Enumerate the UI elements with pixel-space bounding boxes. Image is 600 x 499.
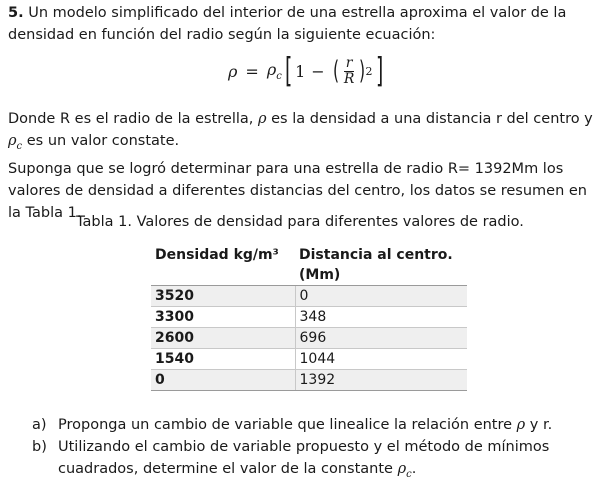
- density-equation: [228, 48, 386, 94]
- table-caption: Tabla 1. Valores de densidad para diferentes valores de radio.: [76, 214, 524, 230]
- rho-c-symbol: $\rho_c$: [8, 133, 23, 152]
- distance-cell: 1392: [295, 370, 467, 391]
- density-table: [151, 245, 467, 391]
- subquestion-marker: a): [32, 417, 47, 433]
- equation-left-bracket: [: [284, 51, 293, 91]
- question-number: 5.: [8, 5, 24, 21]
- subquestion-marker: b): [32, 439, 47, 455]
- definition-paragraph: Donde R es el radio de la estrella, ρ es la densidad a una distancia r del centro y $\rho_c$ es un valor constate.: [8, 111, 593, 152]
- subquestion-a: a) Proponga un cambio de variable que linealice la relación entre ρ y r.: [32, 414, 592, 436]
- question-intro: [8, 2, 594, 46]
- density-cell: 3300: [151, 307, 295, 328]
- setup-paragraph: Suponga que se logró determinar para una estrella de radio R= 1392Mm los valores de densidad a diferentes distancias del centro, los datos se resumen en la Tabla 1.: [8, 161, 587, 221]
- header-density: Densidad kg/m³: [151, 245, 295, 286]
- density-cell: 3520: [151, 286, 295, 307]
- equation-right-bracket: ]: [375, 51, 383, 91]
- table-row: [151, 307, 467, 328]
- rho-symbol: ρ: [516, 417, 526, 433]
- subquestion-list: [32, 414, 592, 486]
- density-cell: 2600: [151, 328, 295, 349]
- table-row: [151, 286, 467, 307]
- distance-cell: 0: [295, 286, 467, 307]
- distance-cell: 696: [295, 328, 467, 349]
- distance-cell: 1044: [295, 349, 467, 370]
- header-distance: Distancia al centro. (Mm): [295, 245, 467, 286]
- density-cell: 1540: [151, 349, 295, 370]
- equation-minus: −: [311, 61, 325, 81]
- equation-lhs: ρ: [228, 61, 238, 81]
- equation-one: 1: [295, 61, 306, 81]
- rho-symbol: ρ: [258, 111, 267, 127]
- table-row: [151, 370, 467, 391]
- equation-right-paren: ): [359, 56, 366, 86]
- equation-numerator: r: [345, 54, 353, 71]
- equation-left-paren: (: [332, 56, 339, 86]
- equation-fraction: [342, 56, 357, 87]
- question-intro-text: Un modelo simplificado del interior de una estrella aproxima el valor de la densidad en función del radio según la siguiente ecuación:: [8, 5, 567, 43]
- rho-c-symbol: $\rho_c$: [397, 461, 412, 480]
- table-row: [151, 328, 467, 349]
- table-row: [151, 349, 467, 370]
- equation-denominator: R: [343, 70, 355, 87]
- density-cell: 0: [151, 370, 295, 391]
- equation-rho-c: $\rho_c$: [266, 60, 282, 82]
- distance-cell: 348: [295, 307, 467, 328]
- equation-equals: =: [245, 61, 259, 81]
- subquestion-b: b) Utilizando el cambio de variable propuesto y el método de mínimos cuadrados, determine el valor de la constante $\rho_c$.: [32, 436, 592, 486]
- table-header-row: [151, 245, 467, 286]
- equation-exponent: 2: [365, 64, 373, 78]
